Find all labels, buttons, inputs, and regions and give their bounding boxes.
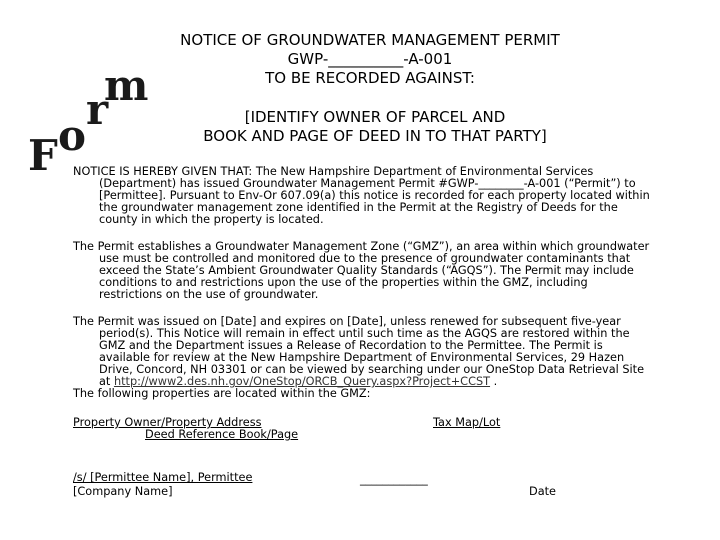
permit-term-text [73, 316, 653, 388]
onestop-link[interactable]: http://www2.des.nh.gov/OneStop/ORCB_Query.aspx?Project+CCST [113, 375, 491, 388]
notice-title [140, 31, 600, 88]
stamp-letter-m: m [104, 61, 149, 110]
permit-term-paragraph [73, 316, 653, 400]
col-tax-map-header: Tax Map/Lot [433, 416, 501, 429]
col-owner-address-header: Property Owner/Property Address [73, 416, 262, 429]
signature-blank-line: ____________ [360, 473, 428, 486]
owner-line-2: BOOK AND PAGE OF DEED IN TO THAT PARTY] [203, 127, 547, 145]
link-trailing-period: . [493, 375, 498, 388]
stamp-letter-r: r [86, 85, 109, 134]
company-name: [Company Name] [73, 485, 173, 498]
notice-paragraph [73, 166, 653, 226]
owner-placeholder [140, 108, 610, 146]
col-deed-reference-header: Deed Reference Book/Page [145, 428, 299, 441]
gmz-paragraph [73, 241, 653, 301]
date-label: Date [529, 485, 557, 498]
signer-name: /s/ [Permittee Name], Permittee [73, 471, 253, 484]
form-stamp [28, 61, 149, 182]
title-line-3: TO BE RECORDED AGAINST: [265, 69, 475, 87]
permit-number: GWP-__________-A-001 [287, 50, 453, 68]
properties-intro: The following properties are located within the GMZ: [73, 387, 371, 400]
gmz-text: The Permit establishes a Groundwater Management Zone (“GMZ”), an area within which groundwater use must be controlled and monitored due to the presence of groundwater contaminants that exceed the State’s Ambient Groundwater Quality Standards (“AGQS”). The Permit may include conditions to and restrictions upon the use of the properties within the GMZ, including restrictions on the use of groundwater. [73, 240, 650, 301]
notice-text: NOTICE IS HEREBY GIVEN THAT: The New Hampshire Department of Environmental Services (Department) has issued Groundwater Management Permit #GWP-________-A-001 (“Permit”) to [Permittee]. Pursuant to Env-Or 607.09(a) this notice is recorded for each property located within the groundwater management zone identified in the Permit at the Registry of Deeds for the county in which the property is located. [73, 165, 650, 226]
permit-term-body: The Permit was issued on [Date] and expires on [Date], unless renewed for subsequent five-year period(s). This Notice will remain in effect until such time as the AGQS are restored within the GMZ and the Department issues a Release of Recordation to the Permittee. The Permit is available for review at the New Hampshire Department of Environmental Services, 29 Hazen Drive, Concord, NH 03301 or can be viewed by searching under our OneStop Data Retrieval Site at [73, 315, 645, 388]
stamp-letter-o: o [58, 111, 87, 160]
stamp-letter-f: F [28, 131, 58, 180]
title-line-1: NOTICE OF GROUNDWATER MANAGEMENT PERMIT [180, 31, 560, 49]
owner-line-1: [IDENTIFY OWNER OF PARCEL AND [244, 108, 506, 126]
